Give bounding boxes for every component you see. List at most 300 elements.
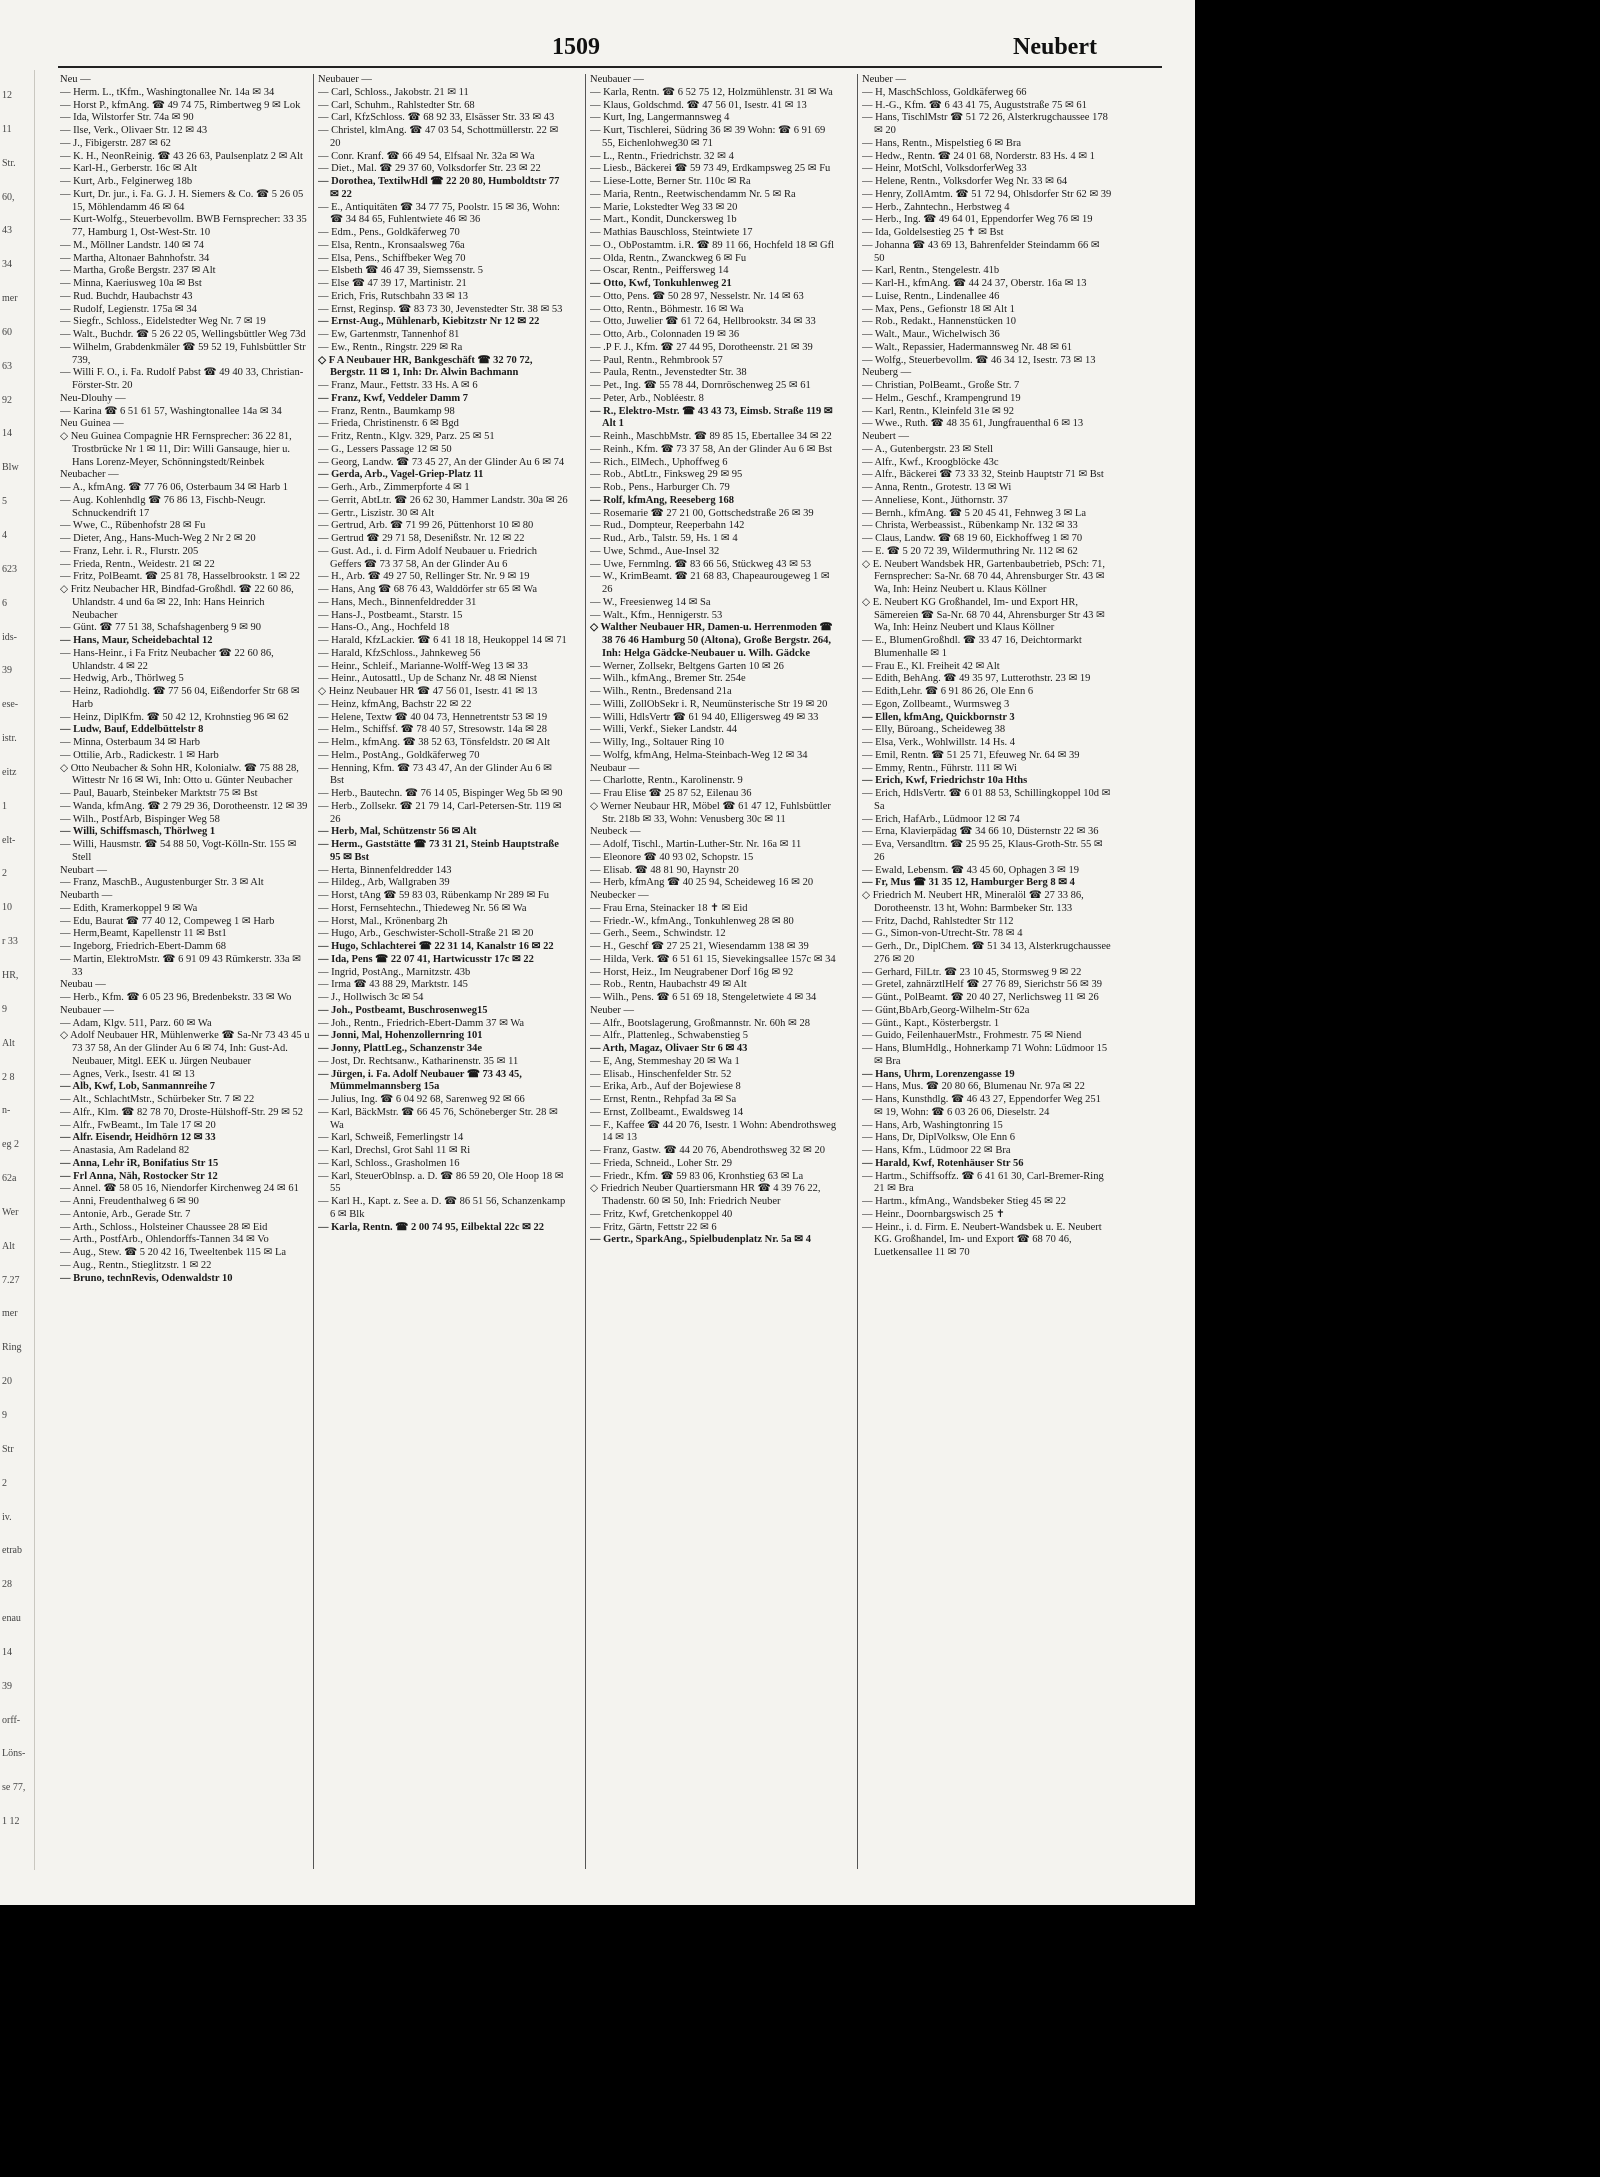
directory-entry: — Eleonore ☎ 40 93 02, Schopstr. 15 [590, 851, 754, 863]
directory-entry: Neubarth — [60, 890, 113, 901]
directory-entry: — Ew, Gartenmstr, Tannenhof 81 [318, 329, 460, 340]
directory-entry: — Antonie, Arb., Gerade Str. 7 [60, 1208, 191, 1220]
column-divider [313, 74, 314, 1869]
directory-entry: — Herb, kfmAng ☎ 40 25 94, Scheideweg 16 ✉ 20 [590, 877, 814, 889]
facing-page-fragment: 92 [2, 395, 12, 406]
directory-entry: — Wilh., kfmAng., Bremer Str. 254e [590, 673, 746, 685]
directory-entry: — Rich., ElMech., Uphoffweg 6 [590, 456, 728, 468]
facing-page-fragment: mer [2, 1308, 18, 1319]
directory-entry: ◇ F A Neubauer HR, Bankgeschäft ☎ 32 70 72, Bergstr. 11 ✉ 1, Inh: Dr. Alwin Bachmann [318, 354, 533, 379]
directory-entry: — Hans, Mus. ☎ 20 80 66, Blumenau Nr. 97a ✉ 22 [862, 1081, 1085, 1093]
directory-entry: — Willy, Ing., Soltauer Ring 10 [590, 737, 725, 748]
directory-entry: — Carl, KfzSchloss. ☎ 68 92 33, Elsässer Str. 33 ✉ 43 [318, 112, 555, 124]
directory-entry: — Franz, Rentn., Baumkamp 98 [318, 405, 455, 417]
directory-entry: — Siegfr., Schloss., Eidelstedter Weg Nr. 7 ✉ 19 [60, 316, 266, 328]
facing-page-fragment: orff- [2, 1715, 21, 1726]
running-head: Neubert [1013, 34, 1097, 60]
directory-entry: — Hugo, Arb., Geschwister-Scholl-Straße 21 ✉ 20 [318, 928, 534, 940]
directory-entry: — Else ☎ 47 39 17, Martinistr. 21 [318, 278, 467, 289]
directory-entry: — Heinz, kfmAng, Bachstr 22 ✉ 22 [318, 698, 472, 710]
directory-entry: — Frieda, Rentn., Weidestr. 21 ✉ 22 [60, 558, 215, 570]
directory-entry: — Fritz, Gärtn, Fettstr 22 ✉ 6 [590, 1221, 717, 1233]
directory-entry: — Uwe, Fernmlng. ☎ 83 66 56, Stückweg 43 ✉ 53 [590, 558, 812, 570]
directory-entry: — Erich, Kwf, Friedrichstr 10a Hths [862, 775, 1028, 787]
directory-entry: — Irma ☎ 43 88 29, Marktstr. 145 [318, 979, 468, 991]
facing-page-fragment: r 33 [2, 936, 18, 947]
directory-entry: — Minna, Kaeriusweg 10a ✉ Bst [60, 278, 202, 289]
directory-entry: Neubauer — [60, 1004, 114, 1016]
directory-entry: — Kurt, Dr. jur., i. Fa. G. J. H. Siemers & Co. ☎ 5 26 05 15, Möhlendamm 46 ✉ 64 [60, 188, 304, 213]
directory-entry: — Hans, TischlMstr ☎ 51 72 26, Alsterkrugchaussee 178 ✉ 20 [862, 112, 1108, 136]
directory-entry: — Arth, Magaz, Olivaer Str 6 ✉ 43 [590, 1043, 748, 1054]
directory-entry: — Franz, Lehr. i. R., Flurstr. 205 [60, 545, 199, 557]
directory-entry: — Gerrit, AbtLtr. ☎ 26 62 30, Hammer Landstr. 30a ✉ 26 [318, 494, 568, 506]
directory-entry: — Anneliese, Kont., Jüthornstr. 37 [862, 494, 1008, 506]
directory-entry: — Ida, Pens ☎ 22 07 41, Hartwicusstr 17c ✉ 22 [318, 953, 534, 965]
facing-page-fragment: Alt [2, 1241, 15, 1252]
directory-entry: — Minna, Osterbaum 34 ✉ Harb [60, 737, 201, 748]
directory-entry: — Pet., Ing. ☎ 55 78 44, Dornröschenweg 25 ✉ 61 [590, 380, 811, 391]
directory-entry: — Helm., kfmAng. ☎ 38 52 63, Tönsfeldstr. 20 ✉ Alt [318, 737, 550, 748]
facing-page-fragment: Wer [2, 1207, 19, 1218]
directory-entry: — Erika, Arb., Auf der Bojewiese 8 [590, 1081, 741, 1093]
directory-entry: — Alfr. Eisendr, Heidhörn 12 ✉ 33 [60, 1132, 216, 1144]
directory-entry: — Wilh., PostfArb, Bispinger Weg 58 [60, 813, 220, 825]
directory-entry: — Anna, Rentn., Grotestr. 13 ✉ Wi [862, 482, 1012, 493]
directory-entry: — Herb., Ing. ☎ 49 64 01, Eppendorfer Weg 76 ✉ 19 [862, 214, 1093, 226]
directory-entry: — Erich, HafArb., Lüdmoor 12 ✉ 74 [862, 813, 1020, 825]
directory-entry: — Joh., Rentn., Friedrich-Ebert-Damm 37 ✉ Wa [318, 1017, 525, 1029]
directory-entry: — Aug., Rentn., Stieglitzstr. 1 ✉ 22 [60, 1259, 212, 1271]
directory-entry: Neubacher — [60, 469, 119, 481]
directory-entry: — Gertr., Liszistr. 30 ✉ Alt [318, 507, 435, 519]
directory-entry: — Horst, Fernsehtechn., Thiedeweg Nr. 56 ✉ Wa [318, 902, 527, 914]
directory-entry: — Edm., Pens., Goldkäferweg 70 [318, 227, 460, 238]
directory-entry: — Karla, Rentn. ☎ 6 52 75 12, Holzmühlenstr. 31 ✉ Wa [590, 86, 833, 98]
column-2 [318, 74, 568, 1869]
facing-page-fragment: 14 [2, 428, 12, 439]
directory-entry: — Werner, Zollsekr, Beltgens Garten 10 ✉ 26 [590, 660, 784, 672]
directory-entry: — Alfr., Bäckerei ☎ 73 33 32, Steinb Hauptstr 71 ✉ Bst [862, 469, 1104, 481]
directory-entry: — Gertrud, Arb. ☎ 71 99 26, Püttenhorst 10 ✉ 80 [318, 520, 534, 532]
directory-entry: — Adam, Klgv. 511, Parz. 60 ✉ Wa [60, 1017, 212, 1029]
directory-entry: — Gerh., Seem., Schwindstr. 12 [590, 928, 726, 940]
facing-page-fragment: istr. [2, 733, 17, 744]
directory-entry: — Heinr., i. d. Firm. E. Neubert-Wandsbek u. E. Neubert KG. Großhandel, Im- und Export ☎ 68 70 46, Luetkensallee 11 ✉ 70 [862, 1221, 1102, 1258]
facing-page-fragment: 623 [2, 564, 17, 575]
directory-entry: — Hans, BlumHdlg., Hohnerkamp 71 Wohn: Lüdmoor 15 ✉ Bra [862, 1043, 1108, 1067]
directory-entry: — Helene, Textw ☎ 40 04 73, Hennetrentstr 53 ✉ 19 [318, 711, 548, 723]
directory-entry: — Willi F. O., i. Fa. Rudolf Pabst ☎ 49 40 33, Christian-Förster-Str. 20 [60, 367, 304, 391]
directory-entry: — Karl, SteuerOblnsp. a. D. ☎ 86 59 20, Ole Hoop 18 ✉ 55 [318, 1170, 564, 1195]
directory-entry: — Mathias Bauschloss, Steintwiete 17 [590, 227, 753, 238]
directory-entry: — Rosemarie ☎ 27 21 00, Gottschedstraße 26 ✉ 39 [590, 507, 814, 519]
directory-entry: — Anastasia, Am Radeland 82 [60, 1145, 190, 1156]
directory-entry: — Paul, Rentn., Rehmbrook 57 [590, 354, 723, 366]
directory-entry: — Franz, MaschB., Augustenburger Str. 3 ✉ Alt [60, 877, 264, 889]
facing-page-fragment: 14 [2, 1647, 12, 1658]
directory-entry: — Dieter, Ang., Hans-Much-Weg 2 Nr 2 ✉ 20 [60, 533, 256, 544]
facing-page-fragment: 28 [2, 1579, 12, 1590]
directory-entry: — Alfr., Klm. ☎ 82 78 70, Droste-Hülshoff-Str. 29 ✉ 52 [60, 1106, 304, 1118]
directory-entry: — Ernst, Rentn., Rehpfad 3a ✉ Sa [590, 1094, 737, 1105]
directory-entry: — Uwe, Schmd., Aue-Insel 32 [590, 545, 720, 557]
directory-entry: — Liese-Lotte, Berner Str. 110c ✉ Ra [590, 176, 751, 187]
facing-page-fragment: 39 [2, 665, 12, 676]
directory-entry: — Ottilie, Arb., Radickestr. 1 ✉ Harb [60, 749, 219, 761]
directory-entry: — Franz, Gastw. ☎ 44 20 76, Abendrothsweg 32 ✉ 20 [590, 1145, 825, 1156]
directory-entry: — Christian, PolBeamt., Große Str. 7 [862, 380, 1020, 391]
directory-entry: — W., KrimBeamt. ☎ 21 68 83, Chapeaurougeweg 1 ✉ 26 [590, 571, 830, 595]
facing-page-fragment: se 77, [2, 1782, 26, 1793]
column-1 [60, 74, 310, 1869]
directory-entry: — Elsa, Verk., Wohlwillstr. 14 Hs. 4 [862, 737, 1016, 748]
directory-entry: — Martha, Altonaer Bahnhofstr. 34 [60, 252, 210, 264]
directory-entry: — Otto, Juwelier ☎ 61 72 64, Hellbrookstr. 34 ✉ 33 [590, 316, 816, 328]
directory-entry: Neubaur — [590, 762, 640, 774]
directory-entry: — Erich, Fris, Rutschbahn 33 ✉ 13 [318, 290, 468, 302]
facing-page-fragment: HR, [2, 970, 19, 981]
facing-page-fragment: 10 [2, 902, 12, 913]
directory-entry: — Otto, Pens. ☎ 50 28 97, Nesselstr. Nr. 14 ✉ 63 [590, 290, 804, 302]
directory-entry: — Hedw., Rentn. ☎ 24 01 68, Norderstr. 83 Hs. 4 ✉ 1 [862, 150, 1095, 162]
directory-entry: — Walt., Maur., Wichelwisch 36 [862, 329, 1000, 340]
directory-entry: — Karl, Schweiß, Femerlingstr 14 [318, 1132, 464, 1144]
facing-page-edge [0, 70, 35, 1870]
facing-page-fragment: 34 [2, 259, 12, 270]
directory-entry: — Jonny, PlattLeg., Schanzenstr 34e [318, 1043, 483, 1054]
directory-entry: — Carl, Schuhm., Rahlstedter Str. 68 [318, 99, 475, 111]
facing-page-fragment: ids- [2, 632, 17, 643]
directory-entry: — Wilh., Rentn., Bredensand 21a [590, 686, 732, 697]
directory-entry: — Kurt-Wolfg., Steuerbevollm. BWB Fernsprecher: 33 35 77, Hamburg 1, Ost-West-Str. 10 [60, 214, 307, 238]
directory-entry: ◇ E. Neubert Wandsbek HR, Gartenbaubetrieb, PSch: 71, Fernsprecher: Sa-Nr. 68 70 44, Ahrensburger Str. 43 ✉ Wa, Inh: Heinz Neubert u. Klaus Köllner [862, 558, 1105, 595]
directory-entry: — Franz, Maur., Fettstr. 33 Hs. A ✉ 6 [318, 380, 478, 391]
directory-entry: Neu Guinea — [60, 418, 124, 430]
directory-entry: — Hans-O., Ang., Hochfeld 18 [318, 622, 450, 634]
directory-entry: — Conr. Kranf. ☎ 66 49 54, Elfsaal Nr. 32a ✉ Wa [318, 150, 535, 162]
directory-entry: — Herb., Zollsekr. ☎ 21 79 14, Carl-Petersen-Str. 119 ✉ 26 [318, 800, 562, 825]
directory-entry: — Willi, Verkf., Sieker Landstr. 44 [590, 724, 738, 736]
directory-entry: — Dorothea, TextilwHdl ☎ 22 20 80, Humboldtstr 77 ✉ 22 [318, 176, 560, 200]
directory-entry: — H., Geschf ☎ 27 25 21, Wiesendamm 138 ✉ 39 [590, 941, 809, 952]
directory-entry: — Herb., Kfm. ☎ 6 05 23 96, Bredenbekstr. 33 ✉ Wo [60, 992, 292, 1003]
directory-entry: — W., Freesienweg 14 ✉ Sa [590, 596, 711, 608]
directory-entry: — Guido, FeilenhauerMstr., Frohmestr. 75 ✉ Niend [862, 1030, 1082, 1042]
directory-entry: — Otto, Kwf, Tonkuhlenweg 21 [590, 278, 732, 289]
directory-entry: — Olda, Rentn., Zwanckweg 6 ✉ Fu [590, 252, 747, 264]
directory-entry: — Edith,Lehr. ☎ 6 91 86 26, Ole Enn 6 [862, 686, 1034, 697]
directory-entry: — Karla, Rentn. ☎ 2 00 74 95, Eilbektal 22c ✉ 22 [318, 1221, 545, 1233]
directory-entry: — Erich, HdlsVertr. ☎ 6 01 88 53, Schillingkoppel 10d ✉ Sa [862, 788, 1111, 812]
facing-page-fragment: 9 [2, 1004, 7, 1015]
directory-entry: — Frau Elise ☎ 25 87 52, Eilenau 36 [590, 788, 752, 799]
facing-page-fragment: Ring [2, 1342, 22, 1353]
directory-entry: — Wwe., Ruth. ☎ 48 35 61, Jungfrauenthal 6 ✉ 13 [862, 418, 1084, 430]
directory-entry: — Egon, Zollbeamt., Wurmsweg 3 [862, 698, 1010, 710]
header-rule [58, 66, 1162, 68]
directory-entry: — Fritz, PolBeamt. ☎ 25 81 78, Hasselbrookstr. 1 ✉ 22 [60, 571, 301, 583]
directory-entry: — Wolfg., Steuerbevollm. ☎ 46 34 12, Isestr. 73 ✉ 13 [862, 354, 1096, 366]
directory-entry: — Karl H., Kapt. z. See a. D. ☎ 86 51 56, Schanzenkamp 6 ✉ Blk [318, 1196, 566, 1220]
directory-entry: — E., Antiquitäten ☎ 34 77 75, Poolstr. 15 ✉ 36, Wohn: ☎ 34 84 65, Fuhlentwiete 46 ✉ 36 [318, 201, 560, 226]
facing-page-fragment: 5 [2, 496, 7, 507]
directory-entry: — Frieda, Christinenstr. 6 ✉ Bgd [318, 418, 459, 430]
facing-page-fragment: Blw [2, 462, 19, 473]
facing-page-fragment: 1 [2, 801, 7, 812]
directory-entry: — A., kfmAng. ☎ 77 76 06, Osterbaum 34 ✉ Harb 1 [60, 482, 289, 493]
directory-entry: — Karl-H., Gerberstr. 16c ✉ Alt [60, 163, 198, 175]
directory-entry: — Adolf, Tischl., Martin-Luther-Str. Nr. 16a ✉ 11 [590, 839, 802, 850]
facing-page-fragment: 11 [2, 124, 12, 135]
directory-entry: — Hans, Ang ☎ 68 76 43, Walddörfer str 65 ✉ Wa [318, 584, 537, 595]
directory-entry: Neuber — [862, 74, 907, 85]
directory-entry: — Günt., PolBeamt. ☎ 20 40 27, Nerlichsweg 11 ✉ 26 [862, 992, 1099, 1003]
facing-page-fragment: ese- [2, 699, 19, 710]
directory-entry: ◇ Werner Neubaur HR, Möbel ☎ 61 47 12, Fuhlsbüttler Str. 218b ✉ 33, Wohn: Venusberg 30c ✉ 11 [590, 800, 831, 825]
directory-entry: — Herm,Beamt, Kapellenstr 11 ✉ Bst1 [60, 928, 227, 940]
facing-page-fragment: elt- [2, 835, 16, 846]
directory-entry: — Ernst, Zollbeamt., Ewaldsweg 14 [590, 1106, 744, 1118]
directory-entry: — Peter, Arb., Nobléestr. 8 [590, 392, 704, 404]
facing-page-fragment: 4 [2, 530, 7, 541]
directory-entry: — Harald, Kwf, Rotenhäuser Str 56 [862, 1157, 1024, 1169]
directory-entry: Neubart — [60, 864, 107, 876]
directory-entry: — Ida, Wilstorfer Str. 74a ✉ 90 [60, 112, 194, 124]
directory-entry: — J., Fibigerstr. 287 ✉ 62 [60, 137, 171, 149]
directory-entry: — Martha, Große Bergstr. 237 ✉ Alt [60, 265, 216, 277]
directory-entry: Neuberg — [862, 367, 912, 379]
directory-entry: — Diet., Mal. ☎ 29 37 60, Volksdorfer Str. 23 ✉ 22 [318, 163, 541, 175]
directory-entry: — Ida, Goldelsestieg 25 ✝ ✉ Bst [862, 227, 1004, 238]
directory-entry: — K. H., NeonReinig. ☎ 43 26 63, Paulsenplatz 2 ✉ Alt [60, 150, 303, 162]
directory-entry: — Ingrid, PostAng., Marnitzstr. 43b [318, 966, 471, 978]
facing-page-fragment: 60, [2, 192, 15, 203]
directory-entry: — Edu, Baurat ☎ 77 40 12, Compeweg 1 ✉ Harb [60, 915, 275, 927]
directory-entry: — Rud., Dompteur, Reeperbahn 142 [590, 520, 745, 532]
directory-entry: — Karina ☎ 6 51 61 57, Washingtonallee 14a ✉ 34 [60, 405, 282, 417]
directory-entry: — Friedr.-W., kfmAng., Tonkuhlenweg 28 ✉ 80 [590, 915, 794, 927]
directory-entry: — Hedwig, Arb., Thörlweg 5 [60, 673, 184, 685]
directory-entry: — Wwe, C., Rübenhofstr 28 ✉ Fu [60, 520, 206, 532]
column-divider [857, 74, 858, 1869]
directory-entry: — Marie, Lokstedter Weg 33 ✉ 20 [590, 201, 738, 213]
directory-entry: — Herm., Gaststätte ☎ 73 31 21, Steinb Hauptstraße 95 ✉ Bst [318, 839, 559, 863]
facing-page-fragment: 2 [2, 868, 7, 879]
directory-entry: — Hans-J., Postbeamt., Starstr. 15 [318, 609, 463, 621]
directory-entry: — Karl-H., kfmAng. ☎ 44 24 37, Oberstr. 16a ✉ 13 [862, 278, 1087, 289]
facing-page-fragment: 2 8 [2, 1072, 15, 1083]
directory-entry: — Walt., Kfm., Hennigerstr. 53 [590, 609, 723, 621]
directory-entry: — Joh., Postbeamt, Buschrosenweg15 [318, 1004, 488, 1016]
directory-entry: — Wolfg, kfmAng, Helma-Steinbach-Weg 12 ✉ 34 [590, 749, 808, 761]
directory-entry: — Charlotte, Rentn., Karolinenstr. 9 [590, 775, 743, 787]
directory-entry: Neu — [60, 74, 91, 85]
directory-entry: — Herta, Binnenfeldredder 143 [318, 864, 452, 876]
directory-entry: — L., Rentn., Friedrichstr. 32 ✉ 4 [590, 150, 734, 162]
directory-entry: — Gertrud ☎ 29 71 58, Desenißstr. Nr. 12 ✉ 22 [318, 533, 525, 544]
directory-entry: — O., ObPostamtm. i.R. ☎ 89 11 66, Hochfeld 18 ✉ Gfl [590, 239, 835, 251]
facing-page-fragment: Str. [2, 158, 16, 169]
directory-entry: Neubauer — [590, 74, 644, 85]
directory-entry: — Henry, ZollAmtm. ☎ 51 72 94, Ohlsdorfer Str 62 ✉ 39 [862, 188, 1112, 200]
directory-entry: — Frau E., Kl. Freiheit 42 ✉ Alt [862, 660, 1000, 672]
directory-entry: — Annel. ☎ 58 05 16, Niendorfer Kirchenweg 24 ✉ 61 [60, 1183, 299, 1195]
directory-entry: — Julius, Ing. ☎ 6 04 92 68, Sarenweg 92 ✉ 66 [318, 1094, 525, 1105]
directory-entry: — Eva, Versandltrn. ☎ 25 95 25, Klaus-Groth-Str. 55 ✉ 26 [862, 839, 1103, 863]
directory-entry: — Mart., Kondit, Dunckersweg 1b [590, 214, 737, 226]
directory-entry: — Kurt, Ing, Langermannsweg 4 [590, 112, 730, 124]
directory-entry: — Hartm., kfmAng., Wandsbeker Stieg 45 ✉ 22 [862, 1196, 1067, 1207]
directory-entry: — Fritz, Rentn., Klgv. 329, Parz. 25 ✉ 51 [318, 431, 495, 442]
directory-entry: — Ernst-Aug., Mühlenarb, Kiebitzstr Nr 12 ✉ 22 [318, 316, 540, 328]
directory-entry: — Fritz, Dachd, Rahlstedter Str 112 [862, 915, 1014, 927]
directory-entry: — Karl, Rentn., Stengelestr. 41b [862, 265, 1000, 277]
directory-entry: — Martin, ElektroMstr. ☎ 6 91 09 43 Rümkerstr. 33a ✉ 33 [60, 953, 301, 978]
directory-entry: — Ellen, kfmAng, Quickbornstr 3 [862, 711, 1015, 723]
facing-page-fragment: 9 [2, 1410, 7, 1421]
directory-entry: — Elisab. ☎ 48 81 90, Haynstr 20 [590, 864, 739, 876]
directory-entry: — Emil, Rentn. ☎ 51 25 71, Efeuweg Nr. 64 ✉ 39 [862, 749, 1080, 761]
directory-entry: — Alt., SchlachtMstr., Schürbeker Str. 7 ✉ 22 [60, 1094, 255, 1105]
directory-entry: — Frl Anna, Näh, Rostocker Str 12 [60, 1170, 218, 1182]
directory-entry: — Alfr., Bootslagerung, Großmannstr. Nr. 60h ✉ 28 [590, 1017, 810, 1029]
directory-entry: — Elisab., Hinschenfelder Str. 52 [590, 1068, 732, 1080]
directory-entry: — Heinr., Autosattl., Up de Schanz Nr. 48 ✉ Nienst [318, 673, 537, 685]
directory-entry: — Hugo, Schlachterei ☎ 22 31 14, Kanalstr 16 ✉ 22 [318, 941, 554, 952]
directory-entry: — Reinh., MaschbMstr. ☎ 89 85 15, Ebertallee 34 ✉ 22 [590, 431, 832, 442]
directory-entry: — Liesb., Bäckerei ☎ 59 73 49, Erdkampsweg 25 ✉ Fu [590, 163, 831, 175]
directory-entry: — Heinr., Doornbargswisch 25 ✝ [862, 1208, 1005, 1220]
directory-entry: ◇ Friedrich M. Neubert HR, Mineralöl ☎ 27 33 86, Dorotheenstr. 13 ht, Wohn: Barmbeker Str. 133 [862, 890, 1084, 914]
facing-page-fragment: 6 [2, 598, 7, 609]
directory-entry: — Horst, Heiz., Im Neugrabener Dorf 16g ✉ 92 [590, 966, 794, 978]
facing-page-fragment: 12 [2, 90, 12, 101]
directory-entry: — Gerh., Arb., Zimmerpforte 4 ✉ 1 [318, 482, 470, 493]
directory-entry: — Karl, BäckMstr. ☎ 66 45 76, Schöneberger Str. 28 ✉ Wa [318, 1106, 558, 1131]
facing-page-fragment: 62a [2, 1173, 17, 1184]
directory-entry: — Gertr., SparkAng., Spielbudenplatz Nr. 5a ✉ 4 [590, 1234, 811, 1246]
directory-entry: — Arth., Schloss., Holsteiner Chaussee 28 ✉ Eid [60, 1221, 268, 1233]
directory-entry: ◇ Friedrich Neuber Quartiersmann HR ☎ 4 39 76 22, Thadenstr. 60 ✉ 50, Inh: Friedrich Neuber [590, 1183, 821, 1207]
directory-entry: — Karl, Schloss., Grasholmen 16 [318, 1157, 460, 1169]
directory-entry: — Christel, klmAng. ☎ 47 03 54, Schottmüllerstr. 22 ✉ 20 [318, 125, 559, 149]
directory-entry: — Luise, Rentn., Lindenallee 46 [862, 290, 1000, 302]
directory-entry: — Rud., Arb., Talstr. 59, Hs. 1 ✉ 4 [590, 533, 738, 544]
facing-page-fragment: iv. [2, 1512, 12, 1523]
directory-entry: — Hans, Maur, Scheidebachtal 12 [60, 635, 213, 646]
directory-entry: — Carl, Schloss., Jakobstr. 21 ✉ 11 [318, 86, 469, 98]
facing-page-fragment: 63 [2, 361, 12, 372]
directory-entry: ◇ Otto Neubacher & Sohn HR, Kolonialw. ☎ 75 88 28, Wittestr Nr 16 ✉ Wi, Inh: Otto u. Günter Neubacher [60, 762, 299, 787]
directory-entry: — H.-G., Kfm. ☎ 6 43 41 75, Auguststraße 75 ✉ 61 [862, 99, 1087, 111]
directory-entry: — Franz, Kwf, Veddeler Damm 7 [318, 392, 468, 404]
facing-page-fragment: 43 [2, 225, 12, 236]
directory-entry: — Rob., Rentn, Haubachstr 49 ✉ Alt [590, 979, 747, 991]
facing-page-fragment: enau [2, 1613, 21, 1624]
directory-entry: — Heinz, DiplKfm. ☎ 50 42 12, Krohnstieg 96 ✉ 62 [60, 711, 289, 723]
facing-page-fragment: 1 12 [2, 1816, 20, 1827]
directory-entry: — E, Ang, Stemmeshay 20 ✉ Wa 1 [590, 1055, 740, 1067]
directory-entry: — Willi, HdlsVertr ☎ 61 94 40, Elligersweg 49 ✉ 33 [590, 711, 819, 723]
directory-entry: — Max, Pens., Gefionstr 18 ✉ Alt 1 [862, 303, 1015, 315]
directory-entry: — Ewald, Lebensm. ☎ 43 45 60, Ophagen 3 ✉ 19 [862, 864, 1079, 876]
directory-entry: ◇ Fritz Neubacher HR, Bindfad-Großhdl. ☎ 22 60 86, Uhlandstr. 4 und 6a ✉ 22, Inh: Hans Heinrich Neubacher [60, 584, 294, 621]
directory-entry: — Hans, Arb, Washingtonring 15 [862, 1119, 1003, 1131]
directory-entry: — Harald, KfzSchloss., Jahnkeweg 56 [318, 647, 481, 659]
directory-entry: — .P F. J., Kfm. ☎ 27 44 95, Dorotheenstr. 21 ✉ 39 [590, 341, 813, 353]
directory-entry: — Hans, Dr, DiplVolksw, Ole Enn 6 [862, 1132, 1015, 1144]
directory-entry: — Claus, Landw. ☎ 68 19 60, Eickhoffweg 1 ✉ 70 [862, 533, 1083, 544]
directory-entry: — Jürgen, i. Fa. Adolf Neubauer ☎ 73 43 45, Mümmelmannsberg 15a [318, 1068, 522, 1093]
column-4 [862, 74, 1112, 1869]
directory-entry: — Aug., Stew. ☎ 5 20 42 16, Tweeltenbek 115 ✉ La [60, 1247, 287, 1258]
directory-entry: — Elsa, Rentn., Kronsaalsweg 76a [318, 239, 465, 251]
directory-entry: — Rudolf, Legienstr. 175a ✉ 34 [60, 303, 197, 315]
directory-entry: — Walt., Buchdr. ☎ 5 26 22 05, Wellingsbüttler Weg 73d [60, 329, 306, 340]
directory-entry: — Horst P., kfmAng. ☎ 49 74 75, Rimbertweg 9 ✉ Lok [60, 99, 301, 111]
directory-entry: — Hans, Kunsthdlg. ☎ 46 43 27, Eppendorfer Weg 251 ✉ 19, Wohn: ☎ 6 03 26 06, Dieselstr. 24 [862, 1094, 1101, 1118]
facing-page-fragment: 2 [2, 1478, 7, 1489]
directory-entry: — Hans, Uhrm, Lorenzengasse 19 [862, 1068, 1015, 1080]
directory-entry: — E. ☎ 5 20 72 39, Wildermuthring Nr. 112 ✉ 62 [862, 545, 1078, 557]
directory-entry: Neubeck — [590, 826, 641, 838]
directory-entry: — Herb., Bautechn. ☎ 76 14 05, Bispinger Weg 5b ✉ 90 [318, 788, 563, 799]
directory-entry: — Agnes, Verk., Isestr. 41 ✉ 13 [60, 1068, 195, 1080]
directory-entry: — Heinr., Schleif., Marianne-Wolff-Weg 13 ✉ 33 [318, 660, 528, 672]
directory-entry: — Anna, Lehr iR, Bonifatius Str 15 [60, 1157, 219, 1169]
directory-entry: — Wilh., Pens. ☎ 6 51 69 18, Stengeletwiete 4 ✉ 34 [590, 992, 817, 1003]
directory-entry: — Bruno, technRevis, Odenwaldstr 10 [60, 1272, 233, 1284]
directory-entry: — Johanna ☎ 43 69 13, Bahrenfelder Steindamm 66 ✉ 50 [862, 239, 1100, 264]
directory-entry: — Harald, KfzLackier. ☎ 6 41 18 18, Heukoppel 14 ✉ 71 [318, 635, 567, 646]
directory-entry: — Aug. Kohlenhdlg ☎ 76 86 13, Fischb-Neugr. Schnuckendrift 17 [60, 494, 266, 519]
facing-page-fragment: Str [2, 1444, 14, 1455]
directory-entry: — Kurt, Arb., Felginerweg 18b [60, 176, 193, 187]
directory-entry: — Willi, ZollObSekr i. R, Neumünsterische Str 19 ✉ 20 [590, 698, 828, 710]
directory-entry: — Bernh., kfmAng. ☎ 5 20 45 41, Fehnweg 3 ✉ La [862, 507, 1086, 519]
facing-page-fragment: eg 2 [2, 1139, 19, 1150]
directory-entry: — Karl, Rentn., Kleinfeld 31e ✉ 92 [862, 405, 1014, 417]
directory-entry: — Ilse, Verk., Olivaer Str. 12 ✉ 43 [60, 125, 208, 136]
directory-entry: — Walt., Repassier, Hadermannsweg Nr. 48 ✉ 61 [862, 341, 1073, 353]
directory-entry: — Frau Erna, Steinacker 18 ✝ ✉ Eid [590, 902, 748, 914]
directory-entry: ◇ E. Neubert KG Großhandel, Im- und Export HR, Sämereien ☎ Sa-Nr. 68 70 44, Ahrensburger Str 43 ✉ Wa, Inh: Heinz Neubert und Klaus Köllner [862, 596, 1105, 634]
directory-entry: — J., Hollwisch 3c ✉ 54 [318, 992, 424, 1003]
facing-page-fragment: 7.27 [2, 1275, 20, 1286]
directory-entry: — Edith, Kramerkoppel 9 ✉ Wa [60, 902, 198, 914]
directory-entry: — Paula, Rentn., Jevenstedter Str. 38 [590, 367, 747, 379]
directory-entry: — Georg, Landw. ☎ 73 45 27, An der Glinder Au 6 ✉ 74 [318, 456, 565, 468]
directory-entry: Neubauer — [318, 74, 372, 85]
directory-entry: — Helm., Schiffsf. ☎ 78 40 57, Stresowstr. 14a ✉ 28 [318, 724, 548, 736]
directory-entry: — Rolf, kfmAng, Reeseberg 168 [590, 494, 735, 506]
directory-entry: — Hildeg., Arb, Wallgraben 39 [318, 877, 450, 889]
directory-entry: — Gerda, Arb., Vagel-Griep-Platz 11 [318, 469, 484, 481]
directory-entry: — Emmy, Rentn., Führstr. 111 ✉ Wi [862, 762, 1017, 774]
directory-entry: — Günt. ☎ 77 51 38, Schafshagenberg 9 ✉ 90 [60, 622, 262, 634]
directory-entry: — Kurt, Tischlerei, Südring 36 ✉ 39 Wohn: ☎ 6 91 69 55, Eichenlohweg30 ✉ 71 [590, 125, 826, 149]
directory-entry: — G., Lessers Passage 12 ✉ 50 [318, 443, 452, 455]
directory-entry: — Gerhard, FilLtr. ☎ 23 10 45, Stormsweg 9 ✉ 22 [862, 966, 1082, 978]
directory-entry: — R., Elektro-Mstr. ☎ 43 43 73, Eimsb. Straße 119 ✉ Alt 1 [590, 405, 833, 430]
directory-entry: — Rob., AbtLtr., Finksweg 29 ✉ 95 [590, 469, 743, 481]
directory-entry: — Maria, Rentn., Reetwischendamm Nr. 5 ✉ Ra [590, 188, 796, 200]
directory-entry: — G., Simon-von-Utrecht-Str. 78 ✉ 4 [862, 928, 1023, 940]
directory-entry: — Reinh., Kfm. ☎ 73 37 58, An der Glinder Au 6 ✉ Bst [590, 443, 833, 455]
directory-entry: — Otto, Arb., Colonnaden 19 ✉ 36 [590, 329, 740, 340]
directory-entry: ◇ Heinz Neubauer HR ☎ 47 56 01, Isestr. 41 ✉ 13 [318, 686, 538, 697]
